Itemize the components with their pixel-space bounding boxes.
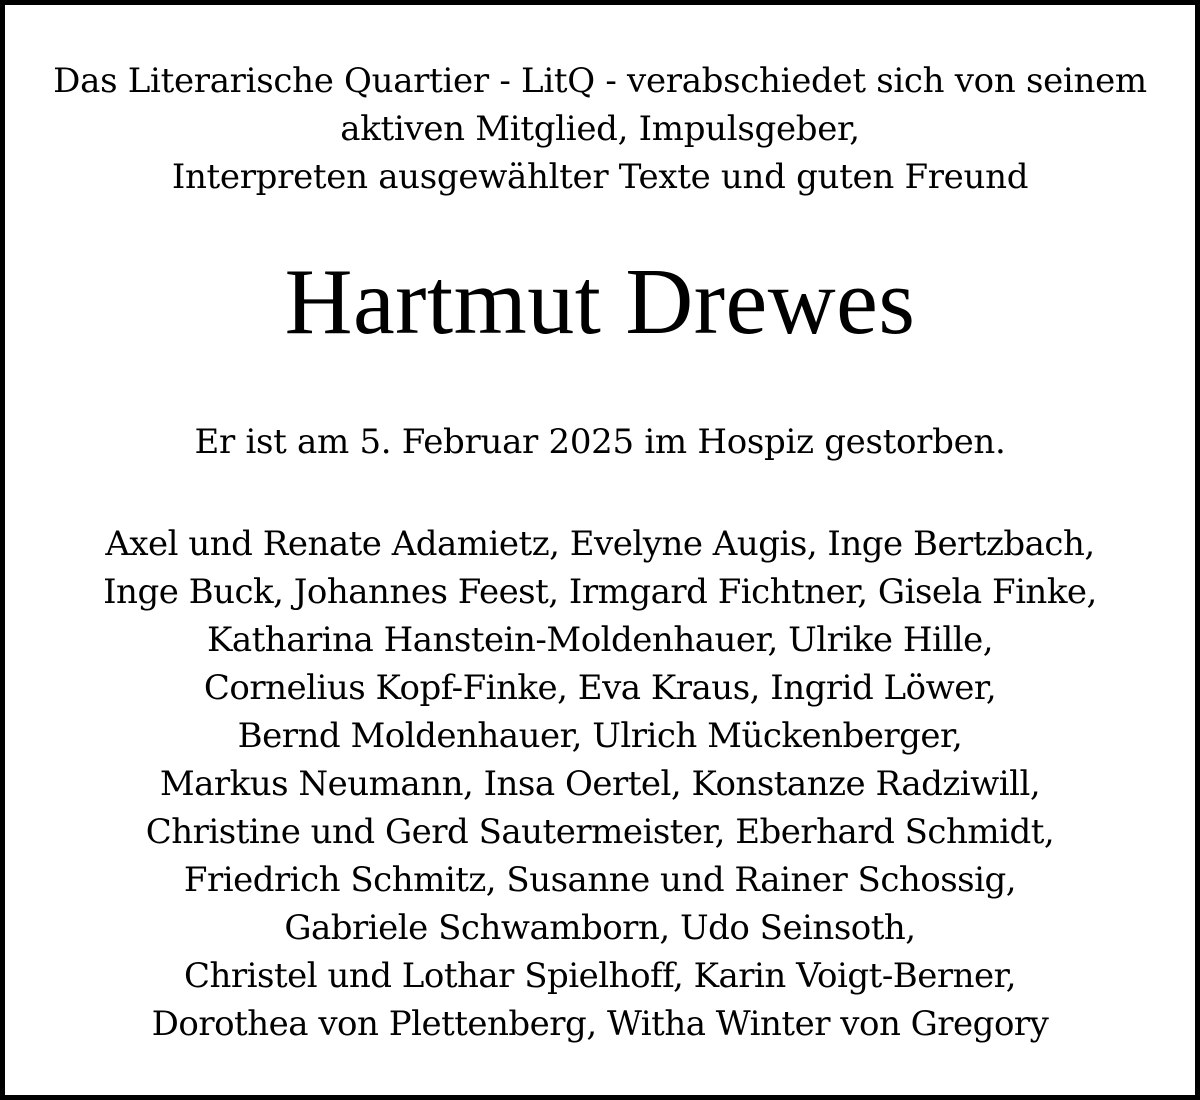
mourner-line: Inge Buck, Johannes Feest, Irmgard Fichtner, Gisela Finke, xyxy=(103,572,1097,612)
deceased-name: Hartmut Drewes xyxy=(284,250,916,354)
mourner-line: Axel und Renate Adamietz, Evelyne Augis, Inge Bertzbach, xyxy=(105,524,1095,564)
mourner-line: Cornelius Kopf-Finke, Eva Kraus, Ingrid Löwer, xyxy=(203,668,997,708)
intro-line: Das Literarische Quartier - LitQ - verabschiedet sich von seinem xyxy=(53,61,1147,101)
mourner-line: Friedrich Schmitz, Susanne und Rainer Schossig, xyxy=(183,860,1017,900)
mourner-line: Katharina Hanstein-Moldenhauer, Ulrike Hille, xyxy=(206,620,994,660)
mourner-line: Dorothea von Plettenberg, Witha Winter von Gregory xyxy=(151,1004,1049,1044)
intro-line: Interpreten ausgewählter Texte und guten Freund xyxy=(171,157,1029,197)
mourner-line: Markus Neumann, Insa Oertel, Konstanze Radziwill, xyxy=(159,764,1041,804)
mourner-line: Christine und Gerd Sautermeister, Eberhard Schmidt, xyxy=(145,812,1055,852)
mourner-line: Bernd Moldenhauer, Ulrich Mückenberger, xyxy=(237,716,963,756)
intro-text xyxy=(25,57,1175,201)
mourner-line: Gabriele Schwamborn, Udo Seinsoth, xyxy=(284,908,916,948)
death-notice: Er ist am 5. Februar 2025 im Hospiz gestorben. xyxy=(194,422,1006,462)
intro-line: aktiven Mitglied, Impulsgeber, xyxy=(340,109,860,149)
mourner-line: Christel und Lothar Spielhoff, Karin Voigt-Berner, xyxy=(183,956,1017,996)
mourner-list xyxy=(25,520,1175,1048)
